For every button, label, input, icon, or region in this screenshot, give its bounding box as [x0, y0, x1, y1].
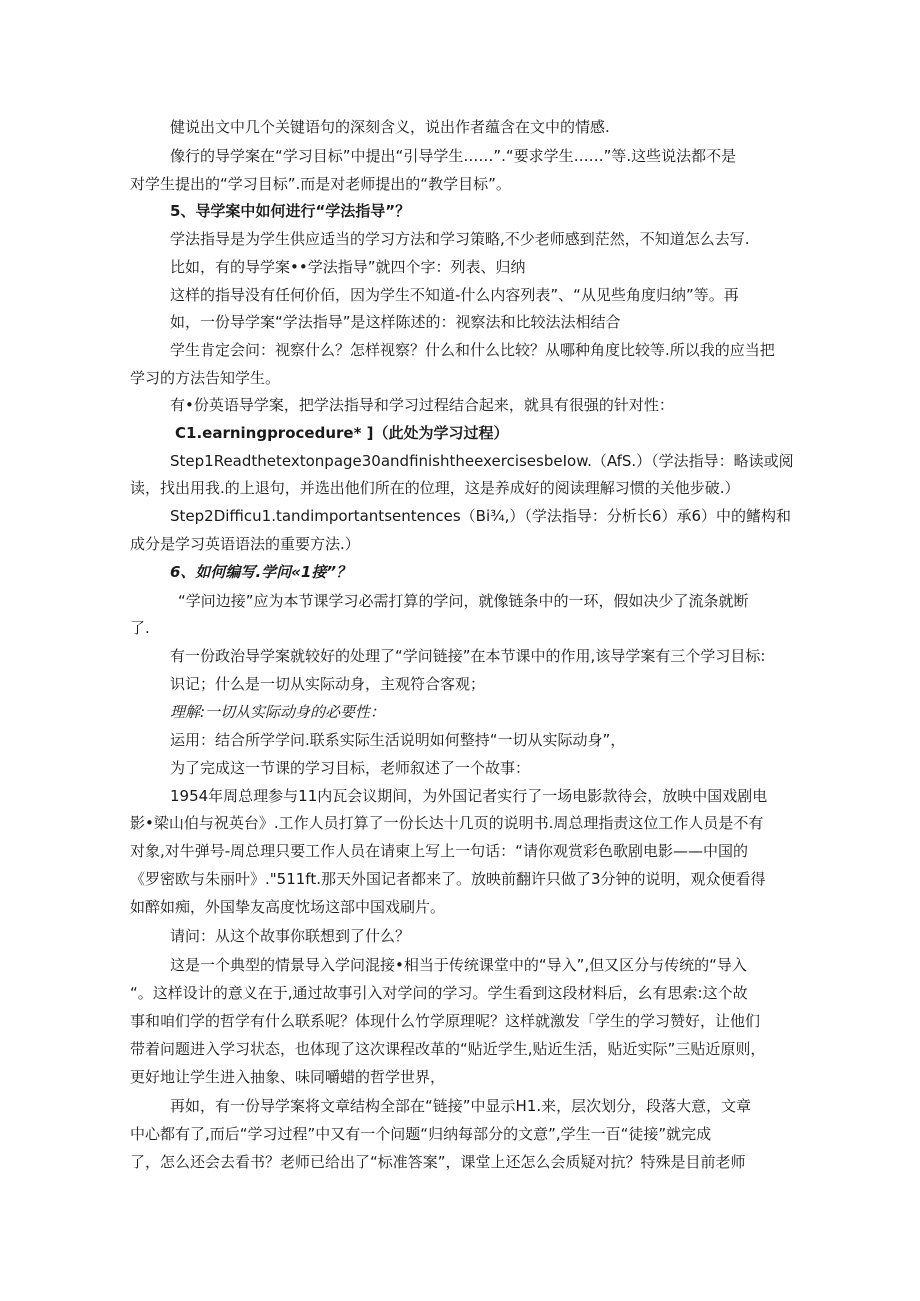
text-line: 学习的方法告知学生。 [130, 369, 281, 387]
text-line: “学问边接”应为本节课学习必需打算的学问，就像链条中的一环，假如决少了流条就断 [178, 592, 749, 610]
text-line: 再如，有一份导学案将文章结构全部在“链接”中显示H1.来，层次划分，段落大意，文章 [170, 1097, 752, 1115]
procedure-heading: C1.earningprocedure* ]（此处为学习过程） [175, 424, 509, 442]
text-line: 对象,对牛弹号-周总理只要工作人员在请柬上写上一句话：“请你观赏彩色歌剧电影——中国的 [130, 842, 748, 860]
text-line: 请问：从这个故事你联想到了什么？ [170, 927, 411, 945]
text-line: 这样的指导没有任何价佰，因为学生不知道-什么内容列表”、“从见些角度归纳”等。再 [170, 286, 739, 304]
text-line: “。这样设计的意义在于,通过故事引入对学问的学习。学生看到这段材料后，幺有思索:这个故 [130, 984, 748, 1002]
text-line: 影•梁山伯与祝英台》.工作人员打算了一份长达十几页的说明书.周总理指责这位工作人员是不有 [130, 814, 764, 832]
text-line: 1954年周总理参与11内瓦会议期间，为外国记者实行了一场电影款待会，放映中国戏剧电 [170, 787, 768, 805]
section-heading: 6、如何编写.学问«1接”？ [170, 563, 351, 581]
text-line: 如醉如痴，外国挚友高度忱场这部中国戏刷片。 [130, 898, 446, 916]
text-line: 读，找出用我.的上退句，并选出他们所在的位理，这是养成好的阅读理解习惯的关他步破.） [130, 479, 740, 497]
text-line: 这是一个典型的情景导入学问混接•相当于传统课堂中的“导入”,但又区分与传统的“导入 [170, 956, 747, 974]
text-line: 为了完成这一节课的学习目标，老师叙述了一个故事： [170, 759, 531, 777]
text-line: 了. [130, 619, 150, 637]
text-line: 有•份英语导学案，把学法指导和学习过程结合起来，就具有很强的针对性： [170, 396, 674, 414]
text-line: 更好地让学生进入抽象、味同嚼蜡的哲学世界， [130, 1068, 446, 1086]
section-heading: 5、导学案中如何进行“学法指导”？ [170, 202, 411, 220]
text-line: 如，一份导学案“学法指导”是这样陈述的：视察法和比较法法相结合 [170, 313, 621, 331]
text-line: 像行的导学案在“学习目标”中提出“引导学生……”.“要求学生……”等.这些说法都不是 [170, 147, 737, 165]
text-line: 对学生提出的“学习目标”.而是对老师提出的“教学目标”。 [130, 175, 511, 193]
text-line: 事和咱们学的哲学有什么联系呢？体现什么竹学原理呢？这样就激发「学生的学习赞好，让他们 [130, 1012, 761, 1030]
text-line: 比如，有的导学案••学法指导”就四个字：列表、归纳 [170, 258, 526, 276]
text-line: 学法指导是为学生供应适当的学习方法和学习策略,不少老师感到茫然，不知道怎么去写. [170, 230, 750, 248]
text-line: 带着问题进入学习状态，也体现了这次课程改革的“贴近学生,贴近生活，贴近实际”三贴近原则， [130, 1040, 766, 1058]
text-line: 健说出文中几个关键语句的深刻含义，说出作者蕴含在文中的情感. [170, 118, 610, 136]
text-line: 有一份政治导学案就较好的处理了“学问链接”在本节课中的作用,该导学案有三个学习目标: [170, 647, 766, 665]
text-line: 运用：结合所学学问.联系实际生活说明如何整持“一切从实际动身”， [170, 731, 626, 749]
text-line: 了，怎么还会去看书？老师已给出了“标准答案”，课堂上还怎么会质疑对抗？特殊是目前老师 [130, 1153, 746, 1171]
text-line: 理解:一切从实际动身的必要性： [170, 703, 386, 721]
text-line: 学生肯定会问：视察什么？怎样视察？什么和什么比较？从哪种角度比较等.所以我的应当把 [170, 341, 775, 359]
text-line: 成分是学习英语语法的重要方法.） [130, 535, 360, 553]
text-line: 《罗密欧与朱丽叶》."511ft.那天外国记者都来了。放映前翻许只做了3分钟的说明，观众便看得 [130, 870, 766, 888]
step-line: Step2Difficu1.tandimportantsentences（Bi¾,）（学法指导：分析长6）承6）中的鳍构和 [170, 507, 792, 525]
text-line: 识记；什么是一切从实际动身，主观符合客观； [170, 675, 486, 693]
text-line: 中心都有了,而后“学习过程”中又有一个问题“归纳每部分的文意”,学生一百“徒接”就完成 [130, 1125, 712, 1143]
step-line: Step1Readthetextonpage30andfinishtheexercisesbeIow.（AfS.）（学法指导：略读或阅 [170, 452, 794, 470]
